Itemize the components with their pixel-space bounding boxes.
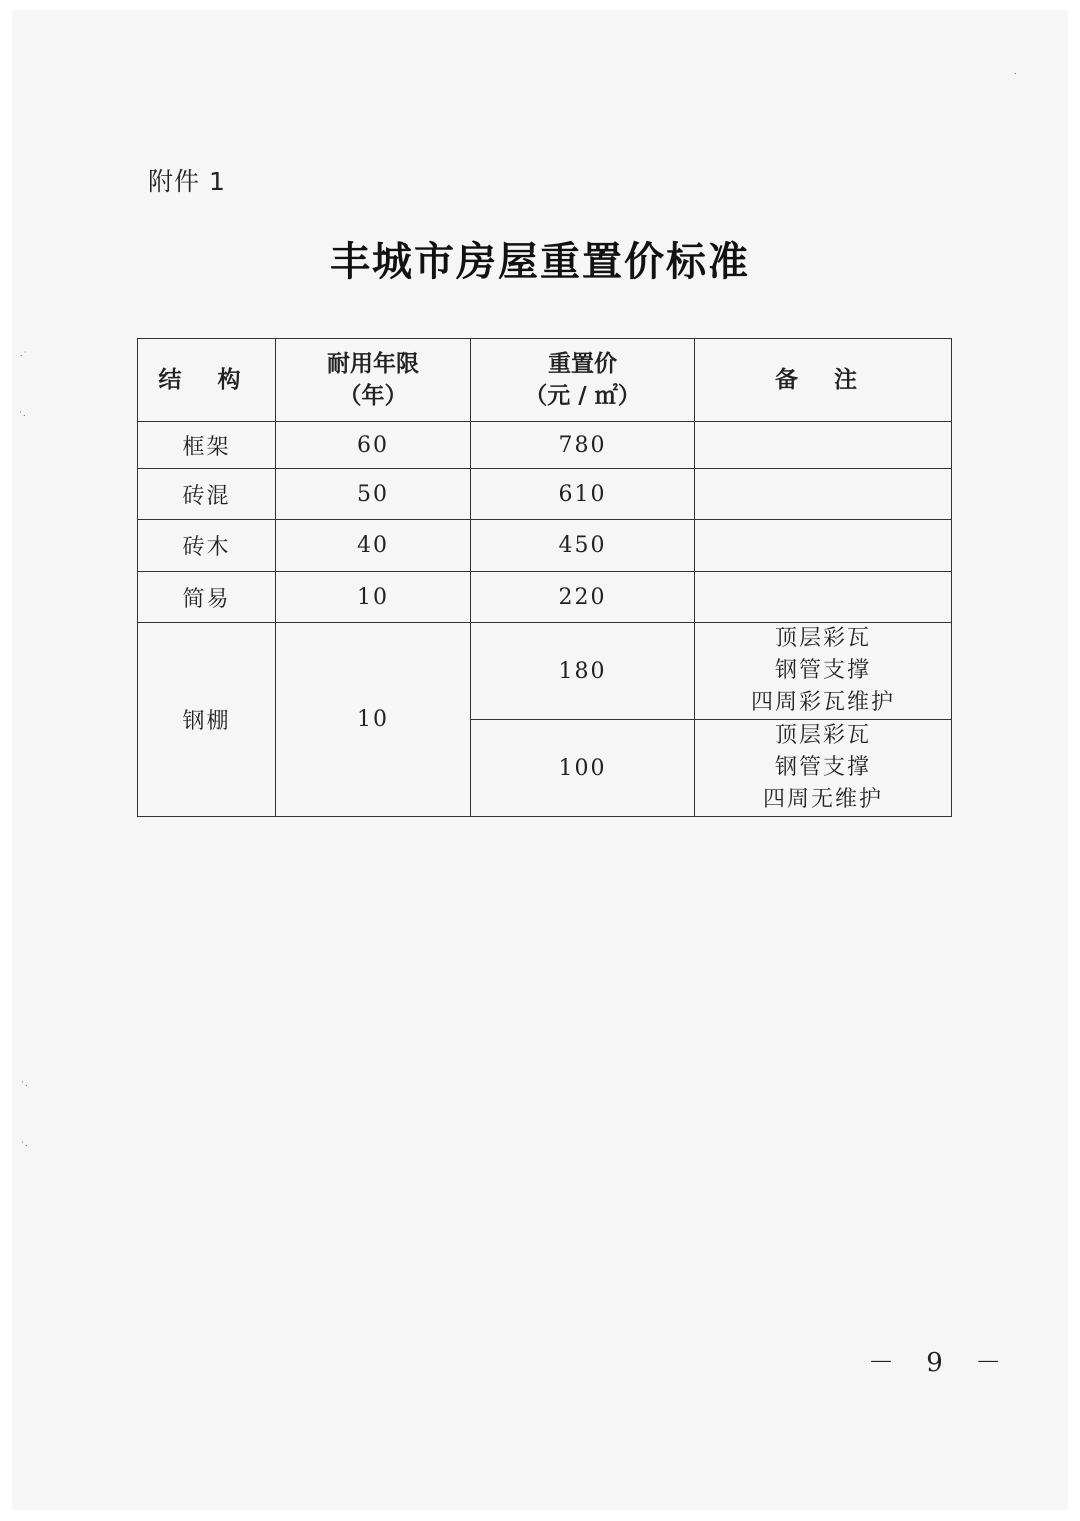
- cell-remarks: [695, 469, 952, 520]
- scan-speck: ⸱˙: [20, 351, 28, 362]
- remark-line: 顶层彩瓦: [774, 626, 871, 651]
- price-standard-table: [137, 338, 952, 817]
- document-title: 丰城市房屋重置价标准: [330, 238, 750, 285]
- cell-price: 180: [471, 623, 695, 720]
- scan-speck: ⸱: [1014, 69, 1017, 80]
- cell-years: 10: [276, 572, 471, 623]
- cell-years: 60: [276, 422, 471, 469]
- header-price-line1: 重置价: [548, 351, 617, 377]
- table-row: [138, 422, 952, 469]
- remark-line: 顶层彩瓦: [774, 723, 871, 748]
- table-header-row: [138, 339, 952, 422]
- cell-remarks: [695, 623, 952, 720]
- cell-remarks: [695, 572, 952, 623]
- cell-price: 100: [471, 720, 695, 817]
- table-row: [138, 469, 952, 520]
- attachment-label: 附件 1: [148, 167, 226, 196]
- remark-line: 四周彩瓦维护: [750, 690, 895, 715]
- remark-line: 四周无维护: [762, 787, 883, 812]
- cell-price: 450: [471, 520, 695, 572]
- header-structure: 结 构: [138, 339, 276, 422]
- cell-years: 50: [276, 469, 471, 520]
- cell-structure: 砖混: [138, 469, 276, 520]
- cell-structure: 砖木: [138, 520, 276, 572]
- scan-speck: ˙⸱: [20, 1141, 28, 1152]
- scan-speck: ˙⸱: [20, 1081, 28, 1092]
- scan-speck: ˙⸱: [18, 411, 26, 422]
- table-row: [138, 520, 952, 572]
- header-price-line2: （元 / ㎡）: [524, 383, 641, 409]
- page-number: － 9 －: [868, 1348, 1014, 1378]
- cell-remarks: [695, 720, 952, 817]
- header-years-line2: （年）: [338, 383, 408, 409]
- cell-structure-steel-shed: 钢棚: [138, 623, 276, 817]
- cell-remarks: [695, 422, 952, 469]
- cell-structure: 简易: [138, 572, 276, 623]
- cell-years: 40: [276, 520, 471, 572]
- header-years-line1: 耐用年限: [327, 351, 419, 377]
- table-row: [138, 623, 952, 720]
- cell-price: 610: [471, 469, 695, 520]
- cell-price: 780: [471, 422, 695, 469]
- header-years: [276, 339, 471, 422]
- cell-remarks: [695, 520, 952, 572]
- cell-price: 220: [471, 572, 695, 623]
- cell-structure: 框架: [138, 422, 276, 469]
- remark-line: 钢管支撑: [774, 658, 871, 683]
- table-row: [138, 572, 952, 623]
- remark-line: 钢管支撑: [774, 755, 871, 780]
- header-price: [471, 339, 695, 422]
- cell-years-steel-shed: 10: [276, 623, 471, 817]
- header-remarks: 备 注: [695, 339, 952, 422]
